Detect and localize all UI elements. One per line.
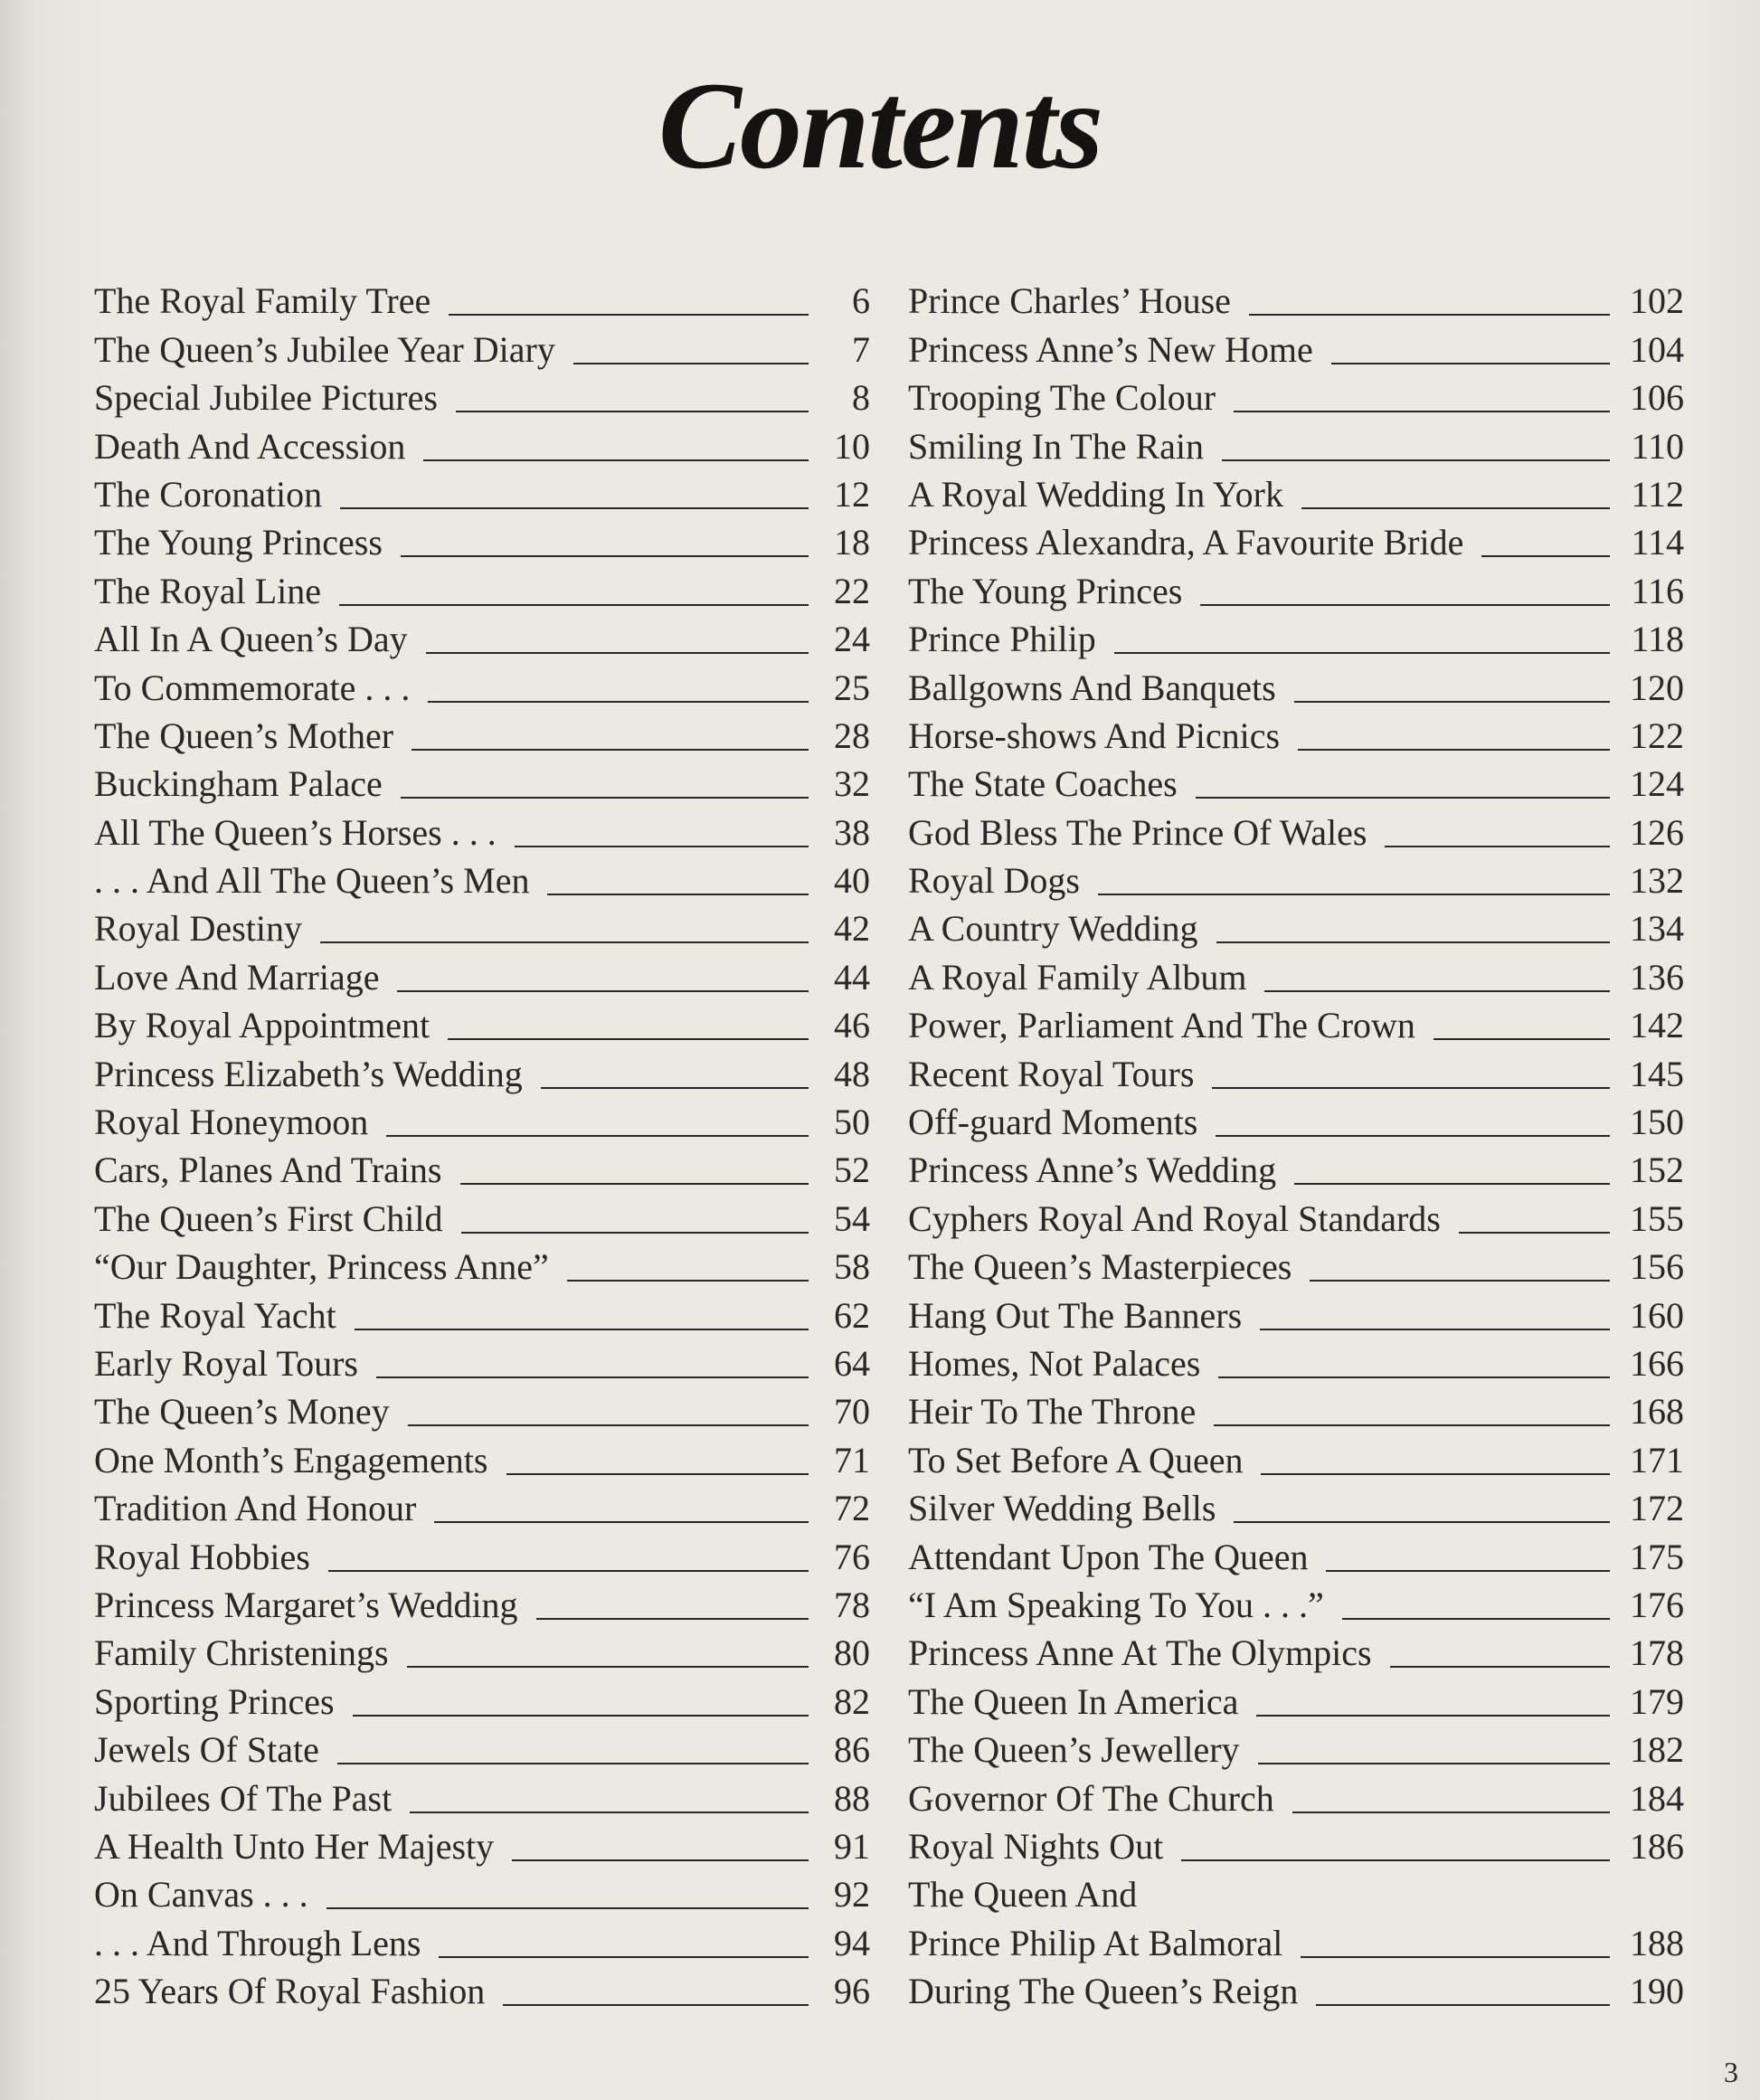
contents-entry	[94, 1913, 870, 1961]
entry-page-number: 179	[1630, 1680, 1684, 1722]
entry-page-number: 7	[852, 328, 870, 370]
contents-entry	[94, 1962, 870, 2010]
entry-title: To Commemorate . . .	[94, 667, 411, 708]
entry-page-number: 70	[834, 1391, 870, 1433]
entry-title: All The Queen’s Horses . . .	[94, 811, 497, 853]
contents-entry	[94, 1623, 870, 1674]
contents-entry	[908, 706, 1684, 754]
leader-rule	[410, 1811, 809, 1813]
contents-entry	[94, 561, 870, 609]
entry-title: God Bless The Prince Of Wales	[908, 811, 1367, 853]
contents-entry	[908, 1913, 1684, 1961]
entry-title: . . . And All The Queen’s Men	[94, 860, 530, 902]
entry-title: Power, Parliament And The Crown	[908, 1005, 1415, 1046]
leader-rule	[503, 2004, 809, 2006]
leader-rule	[1234, 1521, 1610, 1523]
contents-entry	[94, 1479, 870, 1527]
entry-title: The Queen’s Masterpieces	[908, 1246, 1292, 1288]
leader-rule	[401, 555, 809, 557]
entry-title: Smiling In The Rain	[908, 425, 1205, 467]
entry-title: Heir To The Throne	[908, 1391, 1197, 1433]
contents-entry	[94, 271, 870, 322]
contents-entry	[94, 1140, 870, 1191]
entry-title: During The Queen’s Reign	[908, 1971, 1299, 2012]
leader-rule	[376, 1376, 809, 1378]
contents-entry	[908, 1865, 1684, 1916]
entry-title: Family Christenings	[94, 1632, 389, 1674]
entry-title: Attendant Upon The Queen	[908, 1536, 1309, 1577]
entry-page-number: 188	[1630, 1922, 1684, 1963]
entry-title: Princess Margaret’s Wedding	[94, 1584, 518, 1625]
entry-title: A Health Unto Her Majesty	[94, 1825, 495, 1867]
entry-page-number: 76	[834, 1536, 870, 1577]
contents-entry	[908, 1382, 1684, 1433]
entry-title: The Queen And	[908, 1874, 1138, 1916]
entry-title: Cars, Planes And Trains	[94, 1149, 442, 1191]
contents-entry	[94, 899, 870, 950]
leader-rule	[1249, 314, 1610, 316]
contents-entry	[908, 754, 1684, 805]
contents-entry	[908, 947, 1684, 998]
entry-title: Royal Destiny	[94, 908, 302, 950]
entry-title: Tradition And Honour	[94, 1488, 417, 1529]
entry-page-number: 82	[834, 1680, 870, 1722]
entry-title: The Royal Line	[94, 570, 322, 611]
entry-title: The Queen’s Jewellery	[908, 1729, 1240, 1771]
entry-title: Off-guard Moments	[908, 1102, 1198, 1143]
leader-rule	[1298, 749, 1610, 751]
contents-entry	[94, 610, 870, 660]
entry-page-number: 64	[834, 1342, 870, 1384]
entry-page-number: 72	[834, 1488, 870, 1529]
entry-page-number: 54	[834, 1197, 870, 1239]
entry-page-number: 116	[1631, 570, 1684, 611]
entry-page-number: 48	[834, 1053, 870, 1094]
entry-title: To Set Before A Queen	[908, 1439, 1244, 1480]
entry-page-number: 145	[1630, 1053, 1684, 1094]
leader-rule	[567, 1280, 809, 1282]
leader-rule	[1218, 1376, 1610, 1378]
entry-title: Royal Dogs	[908, 860, 1080, 902]
leader-rule	[353, 1715, 809, 1717]
leader-rule	[386, 1135, 809, 1137]
contents-entry	[94, 1285, 870, 1336]
entry-title: Prince Philip At Balmoral	[908, 1922, 1283, 1963]
contents-entry	[94, 754, 870, 805]
entry-page-number: 168	[1630, 1391, 1684, 1433]
contents-entry	[908, 996, 1684, 1044]
contents-entry	[94, 416, 870, 467]
leader-rule	[1214, 1424, 1610, 1426]
entry-page-number: 184	[1630, 1777, 1684, 1819]
leader-rule	[337, 1763, 809, 1764]
contents-entry	[908, 1093, 1684, 1143]
leader-rule	[536, 1618, 809, 1620]
contents-entry	[908, 1285, 1684, 1336]
leader-rule	[1294, 1183, 1610, 1185]
contents-entry	[908, 1140, 1684, 1191]
leader-rule	[1385, 846, 1610, 847]
contents-entry	[908, 1527, 1684, 1575]
entry-page-number: 114	[1631, 522, 1684, 563]
entry-page-number: 142	[1630, 1005, 1684, 1046]
entry-title: Governor Of The Church	[908, 1777, 1274, 1819]
entry-title: The Coronation	[94, 473, 323, 515]
entry-page-number: 132	[1630, 860, 1684, 902]
entry-page-number: 18	[834, 522, 870, 563]
entry-title: Trooping The Colour	[908, 377, 1216, 419]
entry-page-number: 178	[1630, 1632, 1684, 1674]
leader-rule	[1256, 1715, 1610, 1717]
entry-title: Horse-shows And Picnics	[908, 714, 1281, 756]
entry-page-number: 8	[852, 377, 870, 419]
entry-page-number: 150	[1630, 1102, 1684, 1143]
entry-title: A Country Wedding	[908, 908, 1198, 950]
leader-rule	[428, 701, 809, 703]
entry-page-number: 58	[834, 1246, 870, 1288]
leader-rule	[1114, 652, 1610, 654]
entry-page-number: 190	[1630, 1971, 1684, 2012]
contents-entry	[94, 1865, 870, 1916]
entry-page-number: 62	[834, 1294, 870, 1336]
contents-entry	[908, 1188, 1684, 1239]
entry-title: Royal Nights Out	[908, 1825, 1164, 1867]
entry-title: Cyphers Royal And Royal Standards	[908, 1197, 1441, 1239]
entry-title: The Queen’s Money	[94, 1391, 390, 1433]
leader-rule	[1234, 411, 1610, 412]
entry-title: Princess Anne At The Olympics	[908, 1632, 1372, 1674]
entry-page-number: 88	[834, 1777, 870, 1819]
entry-title: A Royal Wedding In York	[908, 473, 1283, 515]
entry-title: Princess Anne’s New Home	[908, 328, 1313, 370]
contents-entry	[908, 802, 1684, 853]
contents-entry	[908, 1575, 1684, 1623]
entry-page-number: 12	[834, 473, 870, 515]
leader-rule	[1294, 701, 1610, 703]
entry-title: The Young Princes	[908, 570, 1183, 611]
entry-title: One Month’s Engagements	[94, 1439, 488, 1480]
entry-page-number: 78	[834, 1584, 870, 1625]
entry-page-number: 122	[1630, 714, 1684, 756]
entry-page-number: 10	[834, 425, 870, 467]
entry-page-number: 172	[1630, 1488, 1684, 1529]
leader-rule	[412, 749, 809, 751]
page-title: Contents	[658, 56, 1102, 194]
leader-rule	[449, 314, 809, 316]
leader-rule	[401, 797, 809, 799]
entry-title: Homes, Not Palaces	[908, 1342, 1201, 1384]
entry-title: Sporting Princes	[94, 1680, 335, 1722]
leader-rule	[408, 1424, 809, 1426]
entry-title: “I Am Speaking To You . . .”	[908, 1584, 1324, 1625]
entry-page-number: 50	[834, 1102, 870, 1143]
leader-rule	[541, 1087, 809, 1089]
contents-entry	[908, 657, 1684, 708]
contents-entry	[908, 319, 1684, 370]
entry-title: A Royal Family Album	[908, 956, 1247, 998]
entry-page-number: 171	[1630, 1439, 1684, 1480]
entry-page-number: 124	[1630, 763, 1684, 805]
entry-title: Ballgowns And Banquets	[908, 667, 1276, 708]
entry-title: By Royal Appointment	[94, 1005, 431, 1046]
contents-entry	[908, 1623, 1684, 1674]
entry-page-number: 166	[1630, 1342, 1684, 1384]
leader-rule	[355, 1329, 809, 1330]
leader-rule	[1316, 2004, 1610, 2006]
leader-rule	[1331, 363, 1610, 364]
leader-rule	[1200, 604, 1610, 606]
entry-title: Princess Anne’s Wedding	[908, 1149, 1277, 1191]
contents-entry	[908, 1671, 1684, 1722]
entry-title: Early Royal Tours	[94, 1342, 358, 1384]
contents-entry	[908, 465, 1684, 513]
leader-rule	[1258, 1763, 1610, 1764]
contents-entry	[94, 513, 870, 561]
entry-page-number: 104	[1630, 328, 1684, 370]
contents-entry	[94, 319, 870, 370]
leader-rule	[506, 1473, 809, 1475]
contents-entry	[908, 368, 1684, 419]
contents-entry	[908, 1817, 1684, 1865]
entry-title: Prince Charles’ House	[908, 280, 1231, 322]
entry-title: The Young Princess	[94, 522, 383, 563]
entry-page-number: 126	[1630, 811, 1684, 853]
leader-rule	[426, 652, 809, 654]
leader-rule	[1216, 941, 1611, 943]
entry-title: The Royal Yacht	[94, 1294, 336, 1336]
entry-title: Death And Accession	[94, 425, 406, 467]
entry-title: Jewels Of State	[94, 1729, 319, 1771]
contents-entry	[94, 1188, 870, 1239]
entry-page-number: 92	[834, 1874, 870, 1916]
entry-page-number: 120	[1630, 667, 1684, 708]
contents-entry	[908, 513, 1684, 561]
contents-entry	[908, 1720, 1684, 1771]
contents-entry	[908, 1479, 1684, 1527]
entry-page-number: 118	[1631, 619, 1684, 660]
leader-rule	[434, 1521, 809, 1523]
leader-rule	[1301, 1956, 1610, 1958]
entry-title: Silver Wedding Bells	[908, 1488, 1216, 1529]
contents-column-left	[94, 271, 870, 2010]
contents-entry	[908, 851, 1684, 902]
entry-page-number: 152	[1630, 1149, 1684, 1191]
entry-page-number: 44	[834, 956, 870, 998]
entry-title: “Our Daughter, Princess Anne”	[94, 1246, 549, 1288]
contents-entry	[94, 1382, 870, 1433]
entry-title: Princess Alexandra, A Favourite Bride	[908, 522, 1464, 563]
page-number: 3	[1724, 2056, 1738, 2088]
contents-entry	[908, 1237, 1684, 1288]
leader-rule	[515, 846, 809, 847]
leader-rule	[1434, 1038, 1610, 1040]
entry-page-number: 38	[834, 811, 870, 853]
entry-title: Royal Hobbies	[94, 1536, 310, 1577]
contents-entry	[94, 802, 870, 853]
leader-rule	[1459, 1232, 1610, 1234]
entry-page-number: 160	[1630, 1294, 1684, 1336]
entry-page-number: 40	[834, 860, 870, 902]
contents-entry	[908, 1430, 1684, 1478]
contents-entry	[908, 1044, 1684, 1092]
leader-rule	[320, 941, 809, 943]
entry-title: The Queen In America	[908, 1680, 1239, 1722]
entry-page-number: 24	[834, 619, 870, 660]
contents-entry	[94, 1527, 870, 1575]
entry-page-number: 112	[1631, 473, 1684, 515]
entry-title: . . . And Through Lens	[94, 1922, 421, 1963]
contents-entry	[94, 1430, 870, 1478]
entry-page-number: 52	[834, 1149, 870, 1191]
entry-title: Love And Marriage	[94, 956, 380, 998]
contents-entry	[94, 1237, 870, 1288]
contents-column-right	[908, 271, 1684, 2010]
entry-page-number: 136	[1630, 956, 1684, 998]
leader-rule	[328, 1570, 809, 1572]
leader-rule	[1212, 1087, 1610, 1089]
leader-rule	[1301, 507, 1610, 509]
contents-entry	[908, 1768, 1684, 1819]
leader-rule	[547, 894, 809, 895]
entry-page-number: 46	[834, 1005, 870, 1046]
contents-entry	[94, 706, 870, 754]
leader-rule	[1390, 1666, 1610, 1668]
entry-page-number: 186	[1630, 1825, 1684, 1867]
leader-rule	[339, 604, 809, 606]
entry-page-number: 176	[1630, 1584, 1684, 1625]
leader-rule	[1342, 1618, 1610, 1620]
contents-entry	[94, 465, 870, 513]
entry-page-number: 25	[834, 667, 870, 708]
entry-page-number: 102	[1630, 280, 1684, 322]
entry-title: Jubilees Of The Past	[94, 1777, 393, 1819]
contents-entry	[94, 368, 870, 419]
contents-entry	[908, 271, 1684, 322]
entry-page-number: 155	[1630, 1197, 1684, 1239]
entry-title: The Queen’s First Child	[94, 1197, 443, 1239]
contents-entry	[94, 1093, 870, 1143]
entry-page-number: 156	[1630, 1246, 1684, 1288]
entry-page-number: 175	[1630, 1536, 1684, 1577]
contents-entry	[94, 657, 870, 708]
leader-rule	[407, 1666, 809, 1668]
entry-page-number: 94	[834, 1922, 870, 1963]
leader-rule	[461, 1232, 809, 1234]
leader-rule	[448, 1038, 809, 1040]
contents-entry	[908, 561, 1684, 609]
entry-page-number: 28	[834, 714, 870, 756]
contents-entry	[908, 610, 1684, 660]
leader-rule	[1264, 990, 1610, 992]
entry-title: Special Jubilee Pictures	[94, 377, 438, 419]
entry-page-number: 110	[1631, 425, 1684, 467]
contents-entry	[94, 1720, 870, 1771]
contents-entry	[94, 947, 870, 998]
leader-rule	[456, 411, 809, 412]
leader-rule	[1292, 1811, 1610, 1813]
entry-page-number: 106	[1630, 377, 1684, 419]
contents-entry	[94, 1817, 870, 1865]
entry-page-number: 22	[834, 570, 870, 611]
contents-entry	[908, 1334, 1684, 1382]
contents-entry	[94, 1671, 870, 1722]
entry-page-number: 32	[834, 763, 870, 805]
contents-entry	[94, 851, 870, 902]
leader-rule	[1260, 1329, 1610, 1330]
entry-title: Princess Elizabeth’s Wedding	[94, 1053, 523, 1094]
entry-page-number: 91	[834, 1825, 870, 1867]
leader-rule	[573, 363, 809, 364]
entry-title: The Queen’s Jubilee Year Diary	[94, 328, 555, 370]
contents-entry	[94, 1768, 870, 1819]
leader-rule	[423, 459, 809, 461]
contents-entry	[94, 1334, 870, 1382]
entry-title: All In A Queen’s Day	[94, 619, 408, 660]
leader-rule	[1481, 555, 1610, 557]
entry-title: 25 Years Of Royal Fashion	[94, 1971, 486, 2012]
leader-rule	[1216, 1135, 1610, 1137]
entry-page-number: 182	[1630, 1729, 1684, 1771]
entry-title: Royal Honeymoon	[94, 1102, 369, 1143]
leader-rule	[1222, 459, 1610, 461]
contents-entry	[908, 899, 1684, 950]
leader-rule	[1196, 797, 1610, 799]
entry-page-number: 80	[834, 1632, 870, 1674]
entry-page-number: 6	[852, 280, 870, 322]
leader-rule	[1310, 1280, 1610, 1282]
leader-rule	[1181, 1859, 1610, 1861]
leader-rule	[512, 1859, 809, 1861]
contents-entry	[94, 1575, 870, 1623]
entry-page-number: 134	[1630, 908, 1684, 950]
leader-rule	[1326, 1570, 1610, 1572]
entry-title: On Canvas . . .	[94, 1874, 308, 1916]
entry-page-number: 42	[834, 908, 870, 950]
leader-rule	[1098, 894, 1610, 895]
entry-page-number: 71	[834, 1439, 870, 1480]
entry-page-number: 96	[834, 1971, 870, 2012]
entry-title: Hang Out The Banners	[908, 1294, 1243, 1336]
entry-title: The Royal Family Tree	[94, 280, 431, 322]
leader-rule	[397, 990, 809, 992]
contents-entry	[94, 1044, 870, 1092]
leader-rule	[340, 507, 809, 509]
entry-title: Recent Royal Tours	[908, 1053, 1195, 1094]
contents-entry	[94, 996, 870, 1044]
leader-rule	[1261, 1473, 1610, 1475]
entry-title: Buckingham Palace	[94, 763, 383, 805]
leader-rule	[326, 1907, 809, 1909]
leader-rule	[439, 1956, 809, 1958]
entry-page-number: 86	[834, 1729, 870, 1771]
entry-title: Prince Philip	[908, 619, 1096, 660]
entry-title: The State Coaches	[908, 763, 1178, 805]
leader-rule	[460, 1183, 809, 1185]
contents-entry	[908, 416, 1684, 467]
contents-entry	[908, 1962, 1684, 2010]
entry-title: The Queen’s Mother	[94, 714, 394, 756]
